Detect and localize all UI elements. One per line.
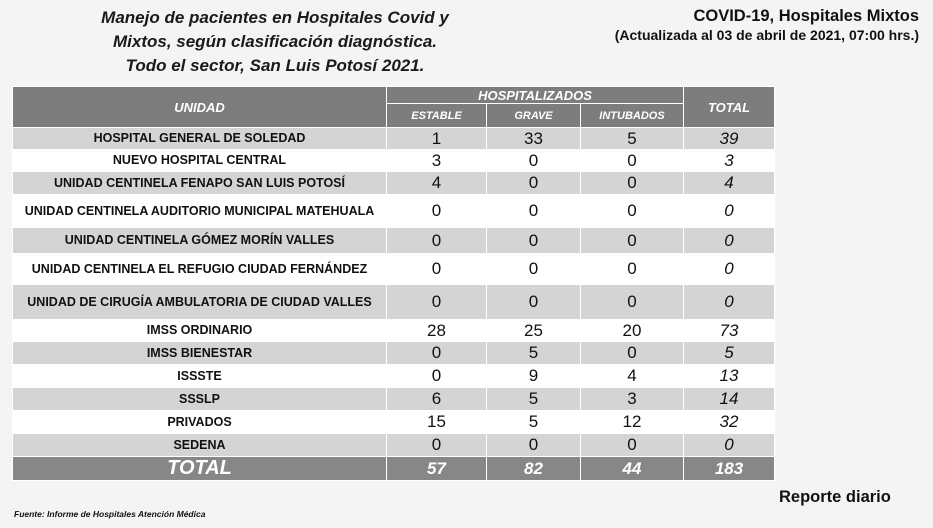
header-unidad: UNIDAD xyxy=(13,87,387,128)
total-value: 5 xyxy=(684,342,775,365)
main-title-line-3: Todo el sector, San Luis Potosí 2021. xyxy=(125,56,425,75)
total-value: 4 xyxy=(684,172,775,195)
source-note: Fuente: Informe de Hospitales Atención Médica xyxy=(14,509,206,519)
totals-row xyxy=(13,457,775,481)
estable-value: 0 xyxy=(387,365,487,388)
unit-name: HOSPITAL GENERAL DE SOLEDAD xyxy=(13,128,387,150)
totals-intubados: 44 xyxy=(581,457,684,481)
table-row xyxy=(13,365,775,388)
estable-value: 0 xyxy=(387,254,487,285)
intubados-value: 0 xyxy=(581,254,684,285)
table-row xyxy=(13,150,775,172)
unit-name: UNIDAD CENTINELA AUDITORIO MUNICIPAL MATEHUALA xyxy=(13,195,387,228)
unit-name: UNIDAD CENTINELA GÓMEZ MORÍN VALLES xyxy=(13,228,387,254)
total-value: 0 xyxy=(684,434,775,457)
unit-name: SEDENA xyxy=(13,434,387,457)
estable-value: 6 xyxy=(387,388,487,411)
grave-value: 0 xyxy=(487,172,581,195)
total-value: 39 xyxy=(684,128,775,150)
unit-name: IMSS BIENESTAR xyxy=(13,342,387,365)
table-row xyxy=(13,172,775,195)
unit-name: UNIDAD DE CIRUGÍA AMBULATORIA DE CIUDAD VALLES xyxy=(13,285,387,320)
table-row xyxy=(13,228,775,254)
estable-value: 1 xyxy=(387,128,487,150)
total-value: 73 xyxy=(684,320,775,342)
total-value: 0 xyxy=(684,285,775,320)
total-value: 32 xyxy=(684,411,775,434)
totals-estable: 57 xyxy=(387,457,487,481)
intubados-value: 0 xyxy=(581,150,684,172)
total-value: 0 xyxy=(684,195,775,228)
hospital-table xyxy=(12,86,775,481)
intubados-value: 5 xyxy=(581,128,684,150)
main-title xyxy=(60,6,490,78)
total-value: 3 xyxy=(684,150,775,172)
unit-name: UNIDAD CENTINELA FENAPO SAN LUIS POTOSÍ xyxy=(13,172,387,195)
grave-value: 0 xyxy=(487,150,581,172)
header-hospitalizados: HOSPITALIZADOS xyxy=(387,87,684,104)
main-title-line-1: Manejo de pacientes en Hospitales Covid y xyxy=(101,8,449,27)
totals-label: TOTAL xyxy=(13,457,387,481)
table-row xyxy=(13,195,775,228)
intubados-value: 0 xyxy=(581,195,684,228)
estable-value: 0 xyxy=(387,285,487,320)
grave-value: 25 xyxy=(487,320,581,342)
report-heading-title: COVID-19, Hospitales Mixtos xyxy=(693,7,919,25)
grave-value: 5 xyxy=(487,342,581,365)
unit-name: PRIVADOS xyxy=(13,411,387,434)
header-grave: GRAVE xyxy=(487,104,581,128)
estable-value: 0 xyxy=(387,228,487,254)
estable-value: 0 xyxy=(387,195,487,228)
grave-value: 0 xyxy=(487,228,581,254)
intubados-value: 12 xyxy=(581,411,684,434)
table-row xyxy=(13,320,775,342)
total-value: 0 xyxy=(684,254,775,285)
estable-value: 0 xyxy=(387,434,487,457)
header-estable: ESTABLE xyxy=(387,104,487,128)
totals-total: 183 xyxy=(684,457,775,481)
table-row xyxy=(13,254,775,285)
table-row xyxy=(13,342,775,365)
grave-value: 0 xyxy=(487,195,581,228)
estable-value: 28 xyxy=(387,320,487,342)
grave-value: 5 xyxy=(487,388,581,411)
intubados-value: 0 xyxy=(581,172,684,195)
reporte-diario-label: Reporte diario xyxy=(779,488,891,506)
intubados-value: 0 xyxy=(581,285,684,320)
table-row xyxy=(13,285,775,320)
grave-value: 5 xyxy=(487,411,581,434)
estable-value: 0 xyxy=(387,342,487,365)
intubados-value: 4 xyxy=(581,365,684,388)
unit-name: UNIDAD CENTINELA EL REFUGIO CIUDAD FERNÁNDEZ xyxy=(13,254,387,285)
report-heading-date: (Actualizada al 03 de abril de 2021, 07:00 hrs.) xyxy=(614,27,919,43)
main-title-line-2: Mixtos, según clasificación diagnóstica. xyxy=(112,32,438,51)
unit-name: IMSS ORDINARIO xyxy=(13,320,387,342)
intubados-value: 0 xyxy=(581,434,684,457)
total-value: 13 xyxy=(684,365,775,388)
table-row xyxy=(13,411,775,434)
table-row xyxy=(13,128,775,150)
intubados-value: 3 xyxy=(581,388,684,411)
unit-name: ISSSTE xyxy=(13,365,387,388)
estable-value: 3 xyxy=(387,150,487,172)
total-value: 0 xyxy=(684,228,775,254)
estable-value: 15 xyxy=(387,411,487,434)
table-row xyxy=(13,434,775,457)
header-intubados: INTUBADOS xyxy=(581,104,684,128)
grave-value: 33 xyxy=(487,128,581,150)
totals-grave: 82 xyxy=(487,457,581,481)
total-value: 14 xyxy=(684,388,775,411)
intubados-value: 0 xyxy=(581,228,684,254)
table-row xyxy=(13,388,775,411)
header-total: TOTAL xyxy=(684,87,775,128)
report-heading xyxy=(615,6,919,44)
unit-name: SSSLP xyxy=(13,388,387,411)
estable-value: 4 xyxy=(387,172,487,195)
intubados-value: 20 xyxy=(581,320,684,342)
grave-value: 0 xyxy=(487,254,581,285)
intubados-value: 0 xyxy=(581,342,684,365)
grave-value: 9 xyxy=(487,365,581,388)
unit-name: NUEVO HOSPITAL CENTRAL xyxy=(13,150,387,172)
grave-value: 0 xyxy=(487,434,581,457)
grave-value: 0 xyxy=(487,285,581,320)
